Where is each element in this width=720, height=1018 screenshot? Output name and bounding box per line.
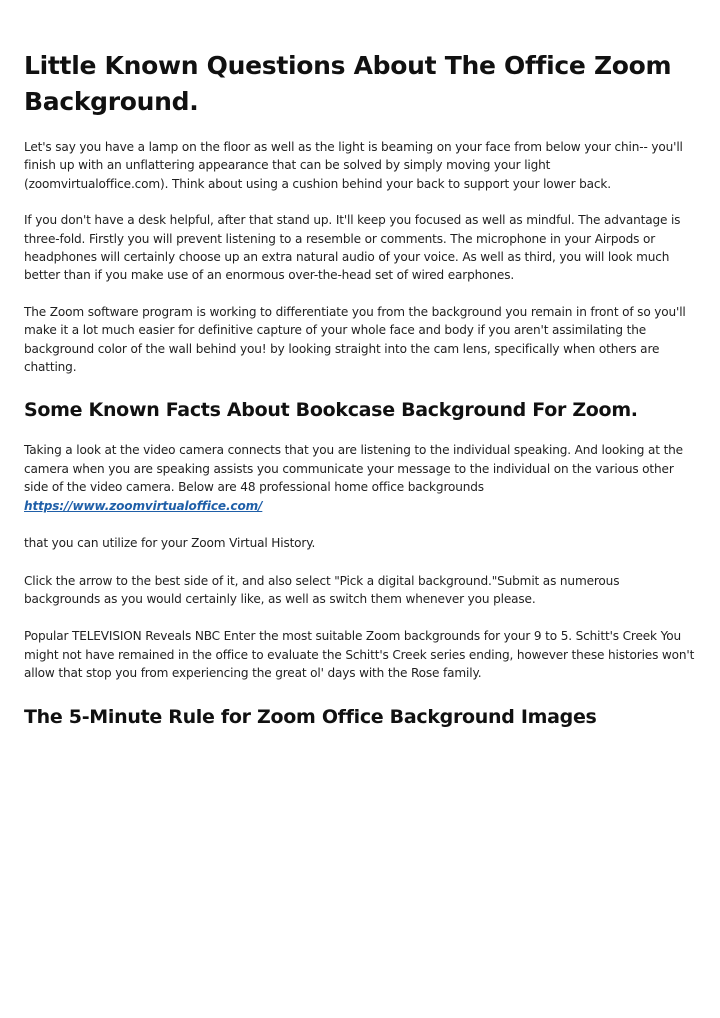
article xyxy=(24,0,696,730)
section-heading-5-minute-rule: The 5-Minute Rule for Zoom Office Background Images xyxy=(24,705,597,728)
paragraph-click-arrow: Click the arrow to the best side of it, and also select "Pick a digital background."Submit as numerous backgrounds as you would certainly like, as well as switch them whenever you please. xyxy=(24,573,620,606)
paragraph-lamp-lighting: Let's say you have a lamp on the floor as well as the light is beaming on your face from below your chin-- you'll finish up with an unflattering appearance that can be solved by simply moving your light (zoomvirtualoffice.com). Think about using a cushion behind your back to support your lower back. xyxy=(24,140,683,191)
paragraph-video-camera-text: Taking a look at the video camera connects that you are listening to the individual speaking. And looking at the camera when you are speaking assists you communicate your message to the individual on the various other side of the video camera. Below are 48 professional home office backgrounds xyxy=(24,443,683,495)
paragraph-virtual-history: that you can utilize for your Zoom Virtual History. xyxy=(24,536,316,551)
zoomvirtualoffice-link[interactable]: https://www.zoomvirtualoffice.com/ xyxy=(24,498,263,513)
section-heading-bookcase: Some Known Facts About Bookcase Background For Zoom. xyxy=(24,399,638,422)
paragraph-zoom-software: The Zoom software program is working to differentiate you from the background you remain in front of so you'll make it a lot much easier for definitive capture of your whole face and body if you aren't assimilating the background color of the wall behind you! by looking straight into the cam lens, specifically when others are chatting. xyxy=(24,304,686,375)
paragraph-video-camera xyxy=(24,441,696,515)
paragraph-popular-tv: Popular TELEVISION Reveals NBC Enter the most suitable Zoom backgrounds for your 9 to 5. Schitt's Creek You might not have remained in the office to evaluate the Schitt's Creek series ending, however these histories won't allow that stop you from experiencing the great ol' days with the Rose family. xyxy=(24,629,695,681)
article-title: Little Known Questions About The Office Zoom Background. xyxy=(24,51,672,116)
paragraph-stand-up: If you don't have a desk helpful, after that stand up. It'll keep you focused as well as mindful. The advantage is three-fold. Firstly you will prevent listening to a resemble or comments. The microphone in your Airpods or headphones will certainly choose up an extra natural audio of your voice. As well as third, you will look much better than if you make use of an enormous over-the-head set of wired earphones. xyxy=(24,213,681,283)
